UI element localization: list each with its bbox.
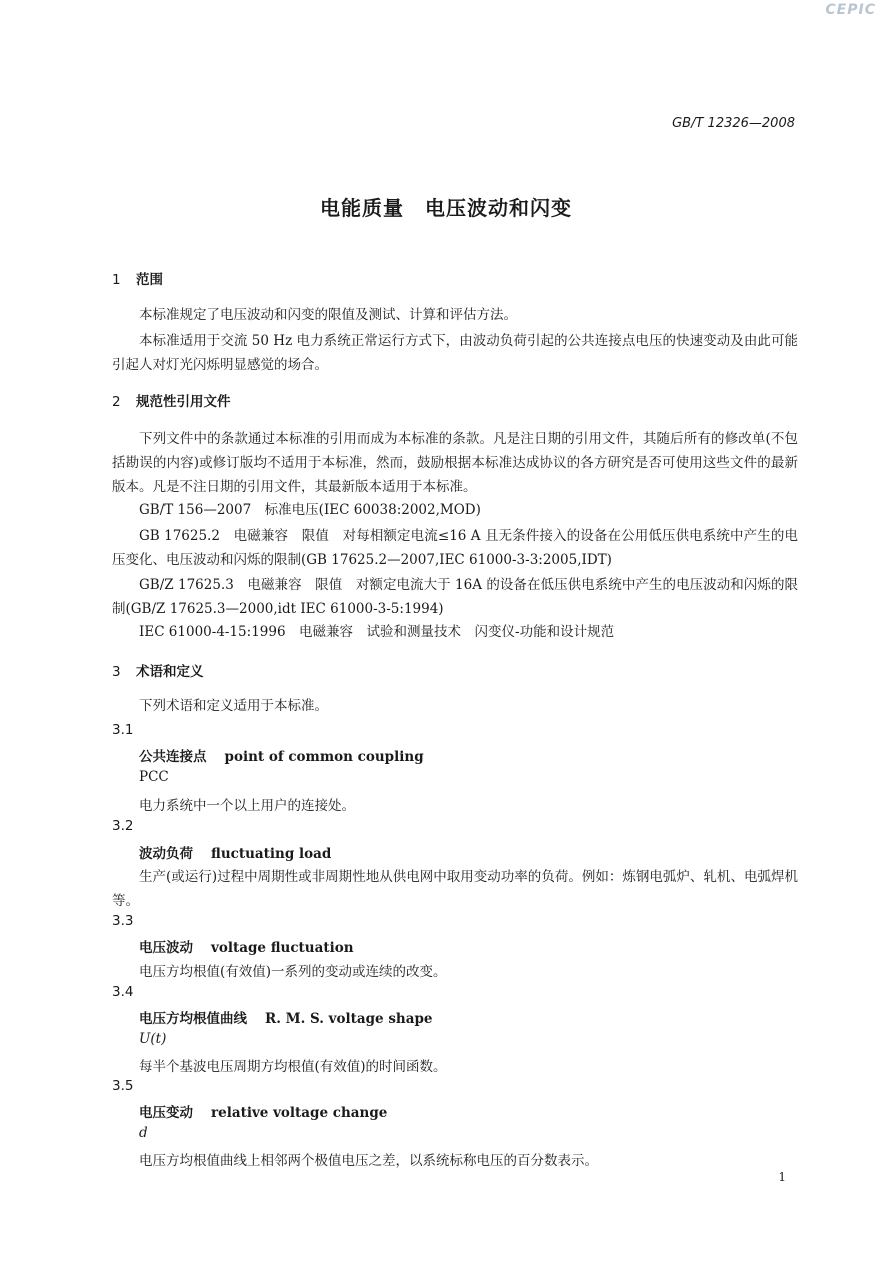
term-definition: 电力系统中一个以上用户的连接处。 <box>139 798 355 814</box>
term-definition: 生产(或运行)过程中周期性或非周期性地从供电网中取用变动功率的负荷。例如：炼钢电弧炉、轧机、电弧焊机等。 <box>112 869 798 909</box>
term-heading <box>139 936 354 956</box>
section-title: 规范性引用文件 <box>136 394 231 410</box>
term-symbol: PCC <box>139 769 169 785</box>
term-symbol: d <box>139 1125 148 1141</box>
section-3-heading <box>112 660 204 680</box>
term-heading <box>139 745 424 765</box>
reference-gbt156: GB/T 156—2007 标准电压(IEC 60038:2002,MOD) <box>139 502 481 518</box>
clause-number: 3.5 <box>112 1078 134 1094</box>
term-en: R. M. S. voltage shape <box>265 1011 433 1027</box>
page-number: 1 <box>778 1170 786 1184</box>
reference-gb17625-2: GB 17625.2 电磁兼容 限值 对每相额定电流≤16 A 且无条件接入的设备在公用低压供电系统中产生的电压变化、电压波动和闪烁的限制(GB 17625.2—2007,IEC 61000-3-3:2005,IDT) <box>112 528 798 568</box>
term-zh: 电压变动 <box>139 1105 193 1121</box>
document-title: 电能质量 电压波动和闪变 <box>320 196 572 220</box>
section-number: 3 <box>112 664 121 680</box>
term-definition: 电压方均根值(有效值)一系列的变动或连续的改变。 <box>139 964 447 980</box>
reference-iec61000-4-15: IEC 61000-4-15:1996 电磁兼容 试验和测量技术 闪变仪-功能和设计规范 <box>139 624 615 640</box>
term-zh: 公共连接点 <box>139 749 207 765</box>
reference-gbz17625-3: GB/Z 17625.3 电磁兼容 限值 对额定电流大于 16A 的设备在低压供电系统中产生的电压波动和闪烁的限制(GB/Z 17625.3—2000,idt IEC 61000-3-5:1994) <box>112 577 798 617</box>
section-1-heading <box>112 268 163 288</box>
cepic-watermark: CEPIC <box>825 2 876 18</box>
section-title: 术语和定义 <box>136 664 204 680</box>
section-number: 1 <box>112 272 121 288</box>
clause-number: 3.3 <box>112 913 134 929</box>
section-3-intro: 下列术语和定义适用于本标准。 <box>139 698 328 714</box>
clause-number: 3.2 <box>112 818 134 834</box>
section-number: 2 <box>112 394 121 410</box>
term-symbol: U(t) <box>139 1031 167 1047</box>
standard-number: GB/T 12326—2008 <box>672 116 795 131</box>
term-en: point of common coupling <box>224 749 424 765</box>
clause-number: 3.1 <box>112 722 134 738</box>
term-heading <box>139 1101 387 1121</box>
term-en: fluctuating load <box>211 846 332 862</box>
clause-number: 3.4 <box>112 984 134 1000</box>
term-zh: 波动负荷 <box>139 846 193 862</box>
term-heading <box>139 1007 433 1027</box>
term-definition: 电压方均根值曲线上相邻两个极值电压之差，以系统标称电压的百分数表示。 <box>139 1153 598 1169</box>
term-zh: 电压方均根值曲线 <box>139 1011 247 1027</box>
term-en: voltage fluctuation <box>211 940 354 956</box>
term-definition: 每半个基波电压周期方均根值(有效值)的时间函数。 <box>139 1059 447 1075</box>
section-title: 范围 <box>136 272 163 288</box>
term-zh: 电压波动 <box>139 940 193 956</box>
section-2-heading <box>112 390 231 410</box>
section-2-paragraph-1: 下列文件中的条款通过本标准的引用而成为本标准的条款。凡是注日期的引用文件，其随后所有的修改单(不包括勘误的内容)或修订版均不适用于本标准，然而，鼓励根据本标准达成协议的各方研究是否可使用这些文件的最新版本。凡是不注日期的引用文件，其最新版本适用于本标准。 <box>112 431 798 495</box>
section-1-paragraph-2: 本标准适用于交流 50 Hz 电力系统正常运行方式下，由波动负荷引起的公共连接点电压的快速变动及由此可能引起人对灯光闪烁明显感觉的场合。 <box>112 333 798 373</box>
term-en: relative voltage change <box>211 1105 388 1121</box>
term-heading <box>139 842 331 862</box>
section-1-paragraph-1: 本标准规定了电压波动和闪变的限值及测试、计算和评估方法。 <box>139 307 517 323</box>
